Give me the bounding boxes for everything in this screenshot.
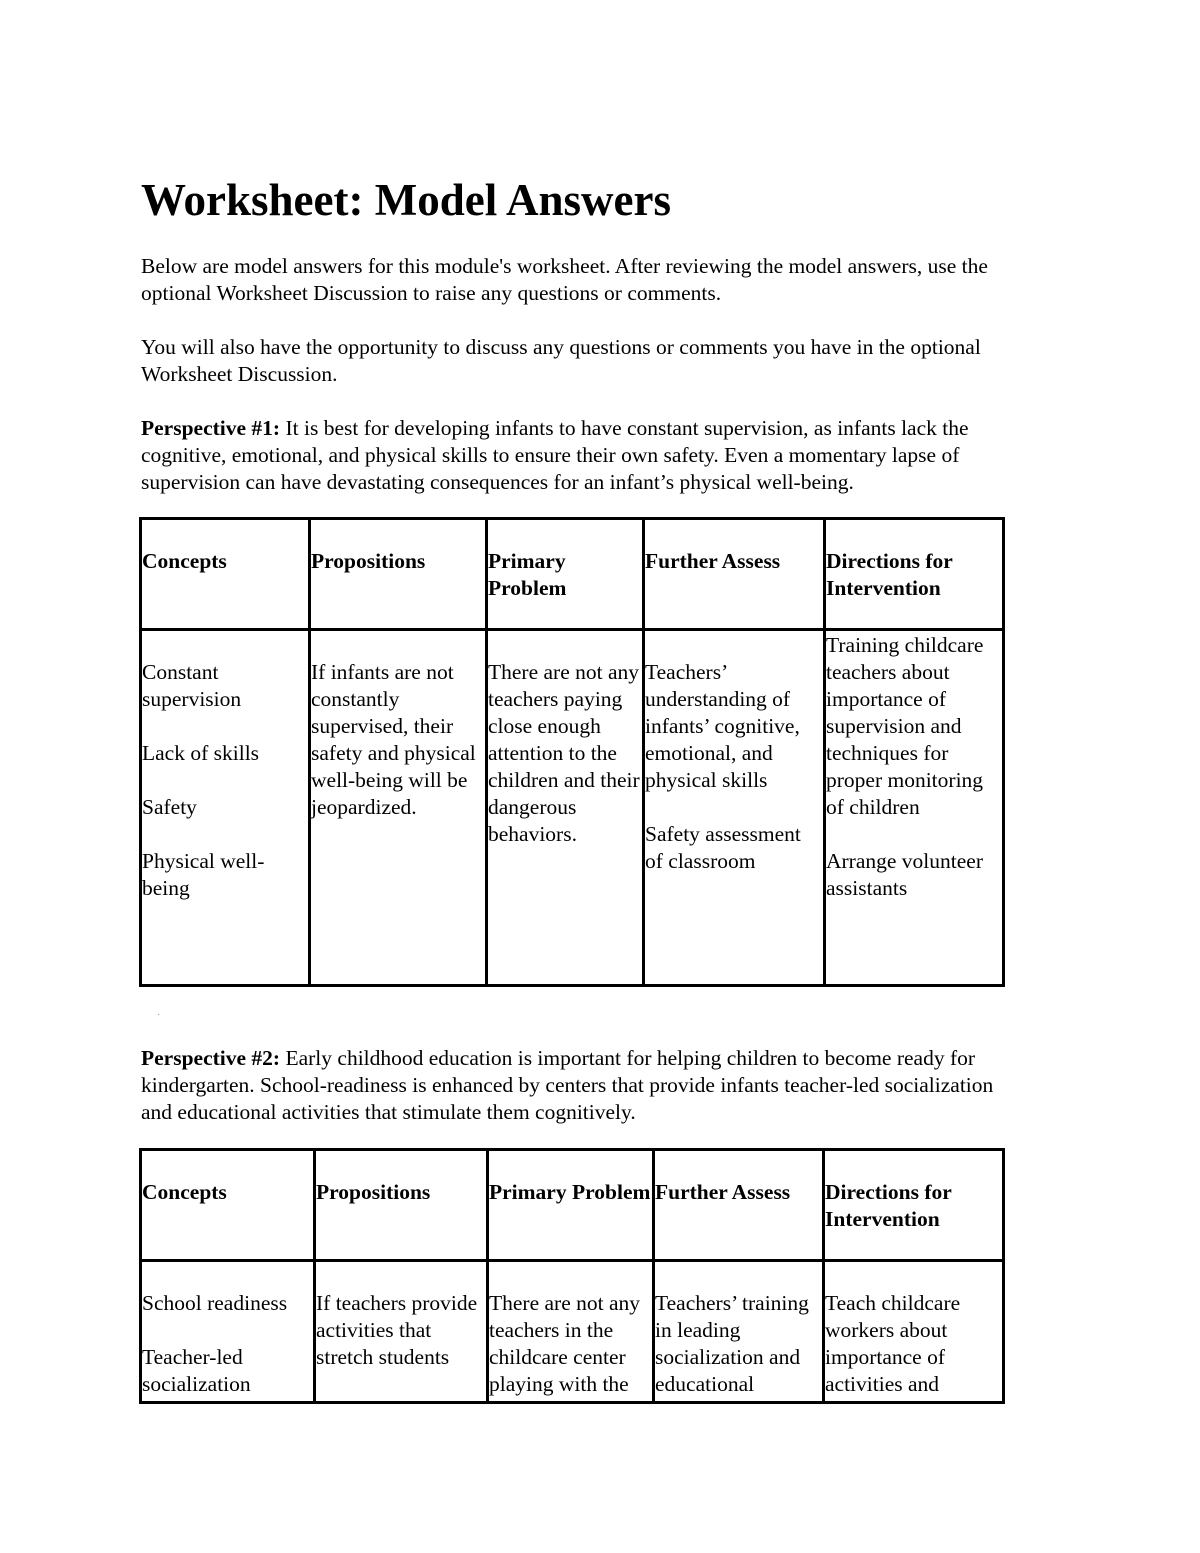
perspective-2-text: Early childhood education is important for helping children to become ready for kindergarten. School-readiness is enhanced by centers that provide infants teacher-led socialization and educational activities that stimulate them cognitively. (141, 1046, 994, 1124)
table-header-row (141, 1150, 1004, 1261)
cell-concepts: Constant supervision Lack of skills Safety Physical well-being (141, 630, 310, 986)
page-title: Worksheet: Model Answers (141, 175, 671, 225)
header-further-assess: Further Assess (654, 1150, 824, 1261)
header-further-assess: Further Assess (644, 519, 825, 630)
intro-paragraph: Below are model answers for this module's worksheet. After reviewing the model answers, use the optional Worksheet Discussion to raise any questions or comments. (141, 254, 988, 305)
cell-concepts: School readiness Teacher-led socialization (141, 1261, 315, 1403)
perspective-1-table (139, 517, 1005, 987)
header-propositions: Propositions (315, 1150, 488, 1261)
table-row (141, 1261, 1004, 1403)
table-header-row (141, 519, 1004, 630)
header-directions: Directions for Intervention (825, 519, 1004, 630)
cell-directions: Teach childcare workers about importance of activities and (824, 1261, 1004, 1403)
cell-propositions: If teachers provide activities that stretch students (315, 1261, 488, 1403)
cell-directions: Training childcare teachers about importance of supervision and techniques for proper monitoring of children Arrange volunteer assistants (825, 630, 1004, 986)
cell-further-assess: Teachers’ understanding of infants’ cognitive, emotional, and physical skills Safety assessment of classroom (644, 630, 825, 986)
perspective-1-text: It is best for developing infants to have constant supervision, as infants lack the cognitive, emotional, and physical skills to ensure their own safety. Even a momentary lapse of supervision can have devastating consequences for an infant’s physical well-being. (141, 416, 969, 494)
table-row (141, 630, 1004, 986)
header-propositions: Propositions (310, 519, 487, 630)
header-primary-problem: Primary Problem (487, 519, 644, 630)
cell-further-assess: Teachers’ training in leading socialization and educational (654, 1261, 824, 1403)
header-concepts: Concepts (141, 519, 310, 630)
cell-propositions: If infants are not constantly supervised, their safety and physical well-being will be jeopardized. (310, 630, 487, 986)
header-concepts: Concepts (141, 1150, 315, 1261)
perspective-2-paragraph (141, 1045, 1021, 1126)
cell-primary-problem: There are not any teachers paying close enough attention to the children and their dangerous behaviors. (487, 630, 644, 986)
stray-mark: · (157, 1010, 161, 1021)
cell-primary-problem: There are not any teachers in the childcare center playing with the (488, 1261, 654, 1403)
perspective-1-paragraph (141, 415, 1021, 496)
perspective-2-label: Perspective #2: (141, 1046, 281, 1070)
perspective-1-label: Perspective #1: (141, 416, 281, 440)
header-primary-problem: Primary Problem (488, 1150, 654, 1261)
header-directions: Directions for Intervention (824, 1150, 1004, 1261)
perspective-2-table (139, 1148, 1005, 1404)
discussion-paragraph: You will also have the opportunity to discuss any questions or comments you have in the optional Worksheet Discussion. (141, 335, 981, 386)
